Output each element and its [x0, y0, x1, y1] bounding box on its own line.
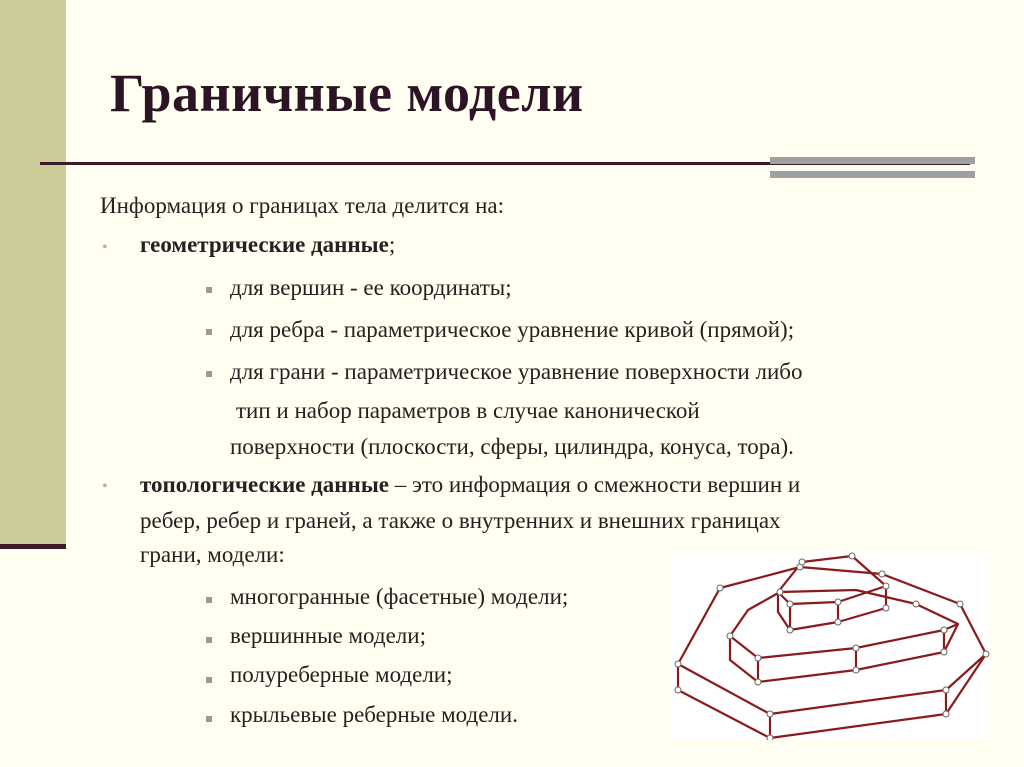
topological-line-2: ребер, ребер и граней, а также о внутренних и внешних границах [140, 508, 781, 533]
model-item: многогранные (фасетные) модели; [230, 584, 569, 609]
topological-line-3: грани, модели: [140, 542, 285, 567]
square-bullet [206, 637, 212, 643]
boundary-model-diagram [672, 552, 990, 740]
square-bullet [206, 597, 212, 603]
slide-title: Граничные модели [110, 63, 584, 123]
left-decor-line [0, 544, 66, 549]
geometric-tail: ; [388, 232, 396, 257]
bullet-dot: • [102, 239, 108, 256]
geometric-item: для грани - параметрическое уравнение поверхности либо [230, 359, 803, 384]
model-item: вершинные модели; [230, 623, 426, 648]
square-bullet [206, 329, 212, 335]
topological-label: топологические данные [140, 472, 389, 497]
square-bullet [206, 677, 212, 683]
intro-text: Информация о границах тела делится на: [100, 193, 504, 218]
geometric-item: для ребра - параметрическое уравнение кривой (прямой); [230, 317, 795, 342]
topological-text: – это информация о смежности вершин и [388, 472, 801, 497]
middle-tier-outline [730, 590, 958, 682]
stepped-solid-illustration [672, 552, 990, 740]
left-decor-band [0, 0, 66, 547]
geometric-item-cont: тип и набор параметров в случае канонической [236, 398, 700, 423]
geometric-item: для вершин - ее координаты; [230, 275, 512, 300]
square-bullet [206, 371, 212, 377]
square-bullet [206, 287, 212, 293]
model-item: полуреберные модели; [230, 662, 453, 687]
title-rule-accent [770, 157, 975, 164]
title-rule-accent-lower [770, 171, 975, 178]
bullet-dot: • [102, 478, 108, 495]
topological-line-1 [140, 472, 800, 498]
model-item: крыльевые реберные модели. [230, 702, 518, 727]
geometric-item-cont: поверхности (плоскости, сферы, цилиндра, конуса, тора). [230, 434, 794, 459]
geometric-label: геометрические данные [140, 232, 389, 257]
square-bullet [206, 716, 212, 722]
geometric-heading [140, 232, 395, 258]
